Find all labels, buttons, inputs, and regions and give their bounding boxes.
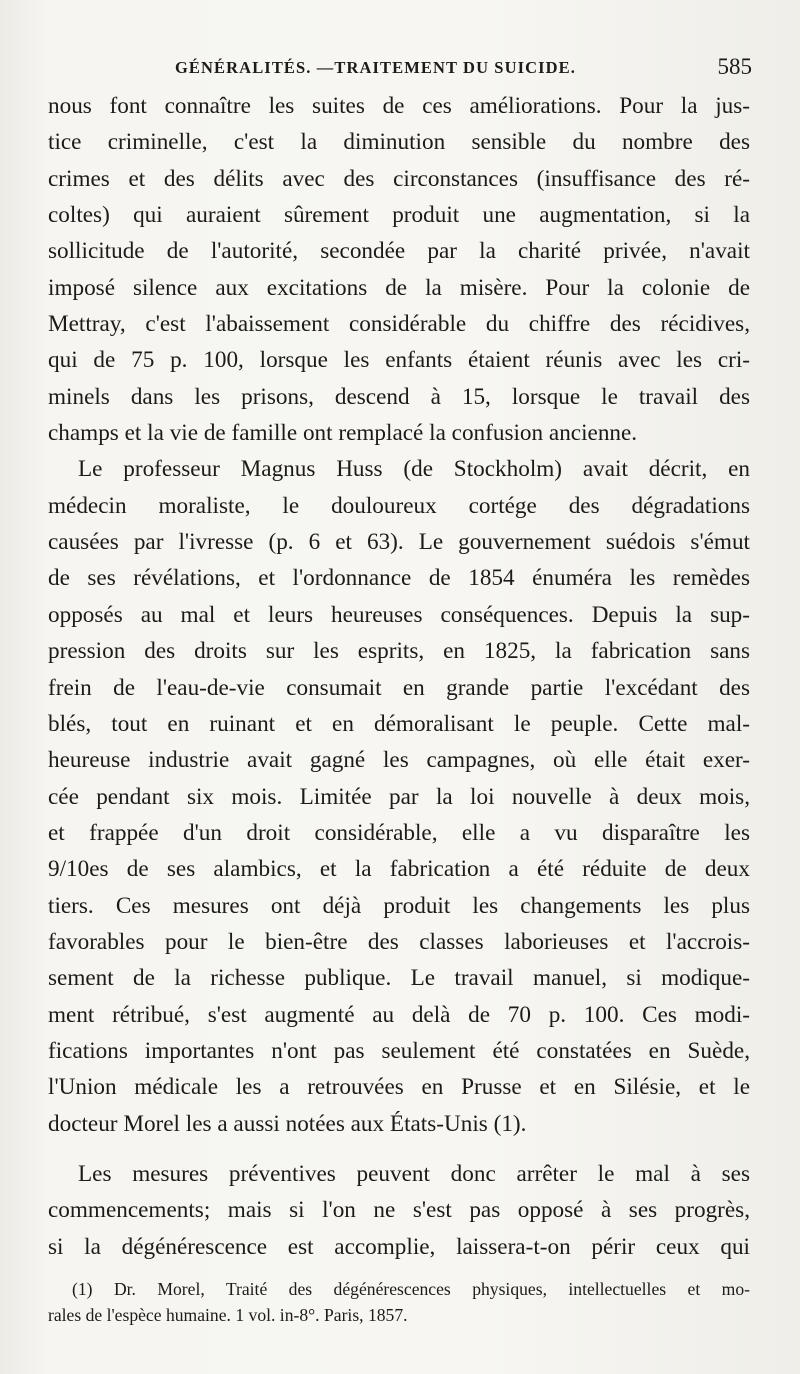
footnote-line: rales de l'espèce humaine. 1 vol. in-8°. Paris, 1857. <box>48 1305 408 1325</box>
text-line: Le professeur Magnus Huss (de Stockholm) avait décrit, en <box>78 456 750 483</box>
body-text <box>48 88 750 1265</box>
text-line: cée pendant six mois. Limitée par la loi nouvelle à deux mois, <box>48 783 750 810</box>
text-line: médecin moraliste, le douloureux cortége des dégradations <box>48 492 750 519</box>
running-title: GÉNÉRALITÉS. —TRAITEMENT DU SUICIDE. <box>175 58 577 77</box>
text-line: tiers. Ces mesures ont déjà produit les changements les plus <box>48 892 750 919</box>
text-line: Mettray, c'est l'abaissement considérable du chiffre des récidives, <box>48 311 750 338</box>
text-line: causées par l'ivresse (p. 6 et 63). Le gouvernement suédois s'émut <box>48 529 750 556</box>
text-line: l'Union médicale les a retrouvées en Prusse et en Silésie, et le <box>48 1074 750 1101</box>
text-line: docteur Morel les a aussi notées aux États-Unis (1). <box>48 1110 527 1137</box>
text-line: minels dans les prisons, descend à 15, lorsque le travail des <box>48 383 750 410</box>
text-line: commencements; mais si l'on ne s'est pas opposé à ses progrès, <box>48 1197 750 1224</box>
text-line: blés, tout en ruinant et en démoralisant le peuple. Cette mal- <box>48 710 750 737</box>
text-line: si la dégénérescence est accomplie, laissera-t-on périr ceux qui <box>48 1233 750 1260</box>
text-line: ment rétribué, s'est augmenté au delà de 70 p. 100. Ces modi- <box>48 1001 750 1028</box>
text-line: fications importantes n'ont pas seulement été constatées en Suède, <box>48 1037 750 1064</box>
text-line: frein de l'eau-de-vie consumait en grande partie l'excédant des <box>48 674 750 701</box>
text-line: champs et la vie de famille ont remplacé la confusion ancienne. <box>48 420 638 447</box>
text-line: imposé silence aux excitations de la misère. Pour la colonie de <box>48 274 750 301</box>
text-line: pression des droits sur les esprits, en 1825, la fabrication sans <box>48 638 750 665</box>
footnote-line: (1) Dr. Morel, Traité des dégénérescences physiques, intellectuelles et mo- <box>72 1279 750 1299</box>
text-line: coltes) qui auraient sûrement produit une augmentation, si la <box>48 202 750 229</box>
text-line: Les mesures préventives peuvent donc arrêter le mal à ses <box>78 1160 750 1187</box>
text-line: sollicitude de l'autorité, secondée par la charité privée, n'avait <box>48 238 750 265</box>
text-line: qui de 75 p. 100, lorsque les enfants étaient réunis avec les cri- <box>48 347 750 374</box>
page-header <box>175 54 752 84</box>
text-line: opposés au mal et leurs heureuses conséquences. Depuis la sup- <box>48 601 750 628</box>
text-line: sement de la richesse publique. Le travail manuel, si modique- <box>48 965 750 992</box>
page-number: 585 <box>717 54 752 79</box>
footnote <box>48 1276 750 1328</box>
text-line: nous font connaître les suites de ces améliorations. Pour la jus- <box>48 93 750 119</box>
text-line: et frappée d'un droit considérable, elle a vu disparaître les <box>48 819 750 846</box>
text-line: tice criminelle, c'est la diminution sensible du nombre des <box>48 129 750 156</box>
text-line: de ses révélations, et l'ordonnance de 1854 énuméra les remèdes <box>48 565 750 592</box>
text-line: favorables pour le bien-être des classes laborieuses et l'accrois- <box>48 928 750 955</box>
text-line: heureuse industrie avait gagné les campagnes, où elle était exer- <box>48 747 750 774</box>
text-line: 9/10es de ses alambics, et la fabrication a été réduite de deux <box>48 856 750 883</box>
text-line: crimes et des délits avec des circonstances (insuffisance des ré- <box>48 165 750 192</box>
